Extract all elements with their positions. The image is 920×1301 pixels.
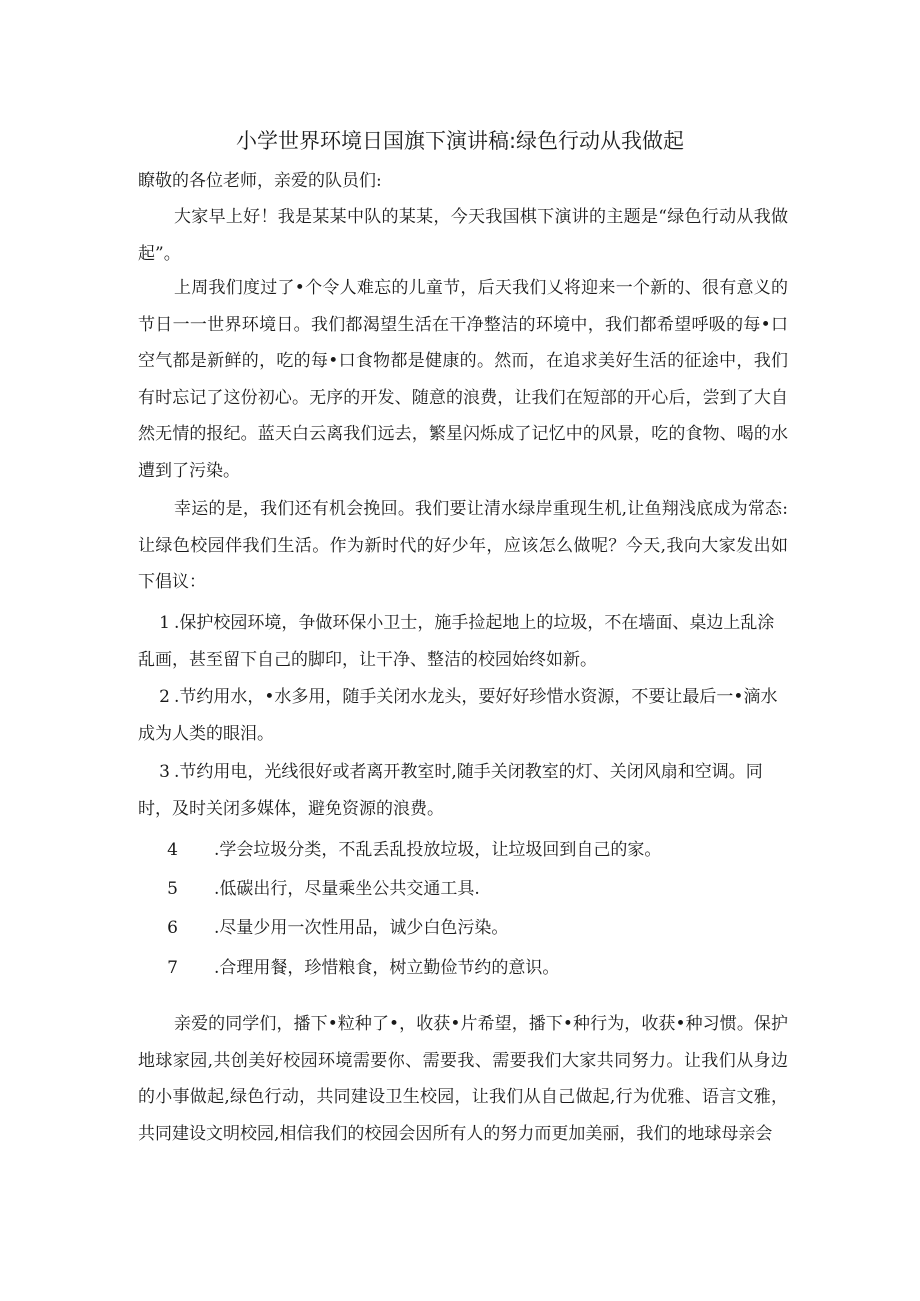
list-item-text: .保护校园环境，争做环保小卫士，施手捡起地上的垃圾，不在墙面、桌边上乱涂乱画，甚至留下自己的脚印，让干净、整洁的校园始终如新。: [138, 613, 775, 670]
list-item-5: [138, 871, 788, 908]
paragraph-environment-day: 上周我们度过了•个令人难忘的儿童节，后天我们乂将迎来一个新的、很有意义的节日一一世界环境日。我们都渴望生活在干净整洁的环境中，我们都希望呼吸的每•口空气都是新鲜的，吃的每•口食物都是健康的。然而，在追求美好生活的征途中，我们有时忘记了这份初心。无序的开发、随意的浪费，让我们在短部的开心后，尝到了大自然无情的报纪。蓝天白云离我们远去，繁星闪烁成了记忆中的风景，吃的食物、喝的水遭到了污染。: [138, 278, 788, 481]
paragraph-greeting: 大家早上好！我是某某中队的某某，今天我国棋下演讲的主题是“绿色行动从我做起”。: [138, 207, 788, 264]
list-item-number: 7: [167, 958, 178, 978]
list-item-1: [138, 605, 788, 678]
list-item-7: [138, 950, 788, 987]
list-item-text: .学会垃圾分类，不乱丢乱投放垃圾，让垃圾回到自己的家。: [214, 840, 662, 860]
list-item-3: [138, 754, 788, 827]
list-item-text: .低碳出行，尽量乘坐公共交通工具.: [214, 879, 480, 899]
list-item-number: 1: [159, 613, 170, 633]
list-item-6: [138, 910, 788, 947]
document-title: 小学世界环境日国旗下演讲稿:绿色行动从我做起: [235, 129, 685, 153]
list-item-text: .节约用电，光线很好或者离开教室时,随手关闭教室的灯、关闭风扇和空调。同时，及时关闭多媒体，避免资源的浪费。: [138, 762, 763, 819]
list-item-number: 4: [167, 840, 178, 860]
list-item-number: 6: [167, 918, 178, 938]
list-item-number: 5: [167, 879, 178, 899]
list-item-4: [138, 832, 788, 869]
list-item-2: [138, 679, 788, 752]
list-item-text: .节约用水，•水多用，随手关闭水龙头，要好好珍惜水资源，不要让最后一•滴水成为人类的眼泪。: [138, 687, 778, 744]
list-item-text: .尽量少用一次性用品，诚少白色污染。: [214, 918, 509, 938]
list-item-number: 2: [159, 687, 170, 707]
paragraph-closing: 亲爱的同学们，播下•粒种了•，收获•片希望，播下•种行为，收获•种习惯。保护地球家园,共创美好校园环境需要你、需要我、需要我们大家共同努力。让我们从身边的小事做起,绿色行动，共同建设卫生校园，让我们从自己做起,行为优雅、语言文雅，共同建设文明校园,相信我们的校园会因所有人的努力而更加美丽，我们的地球母亲会: [138, 1014, 788, 1144]
list-item-text: .合理用餐，珍惜粮食，树立勤俭节约的意识。: [214, 958, 560, 978]
salutation: 瞭敬的各位老师，亲爱的队员们:: [138, 171, 382, 191]
list-item-number: 3: [159, 762, 170, 782]
paragraph-initiative-intro: 幸运的是，我们还有机会挽回。我们要让清水绿岸重现生机,让鱼翔浅底成为常态:让绿色校园伴我们生活。作为新时代的好少年，应该怎么做呢？今天,我向大家发出如下倡议：: [138, 499, 788, 592]
